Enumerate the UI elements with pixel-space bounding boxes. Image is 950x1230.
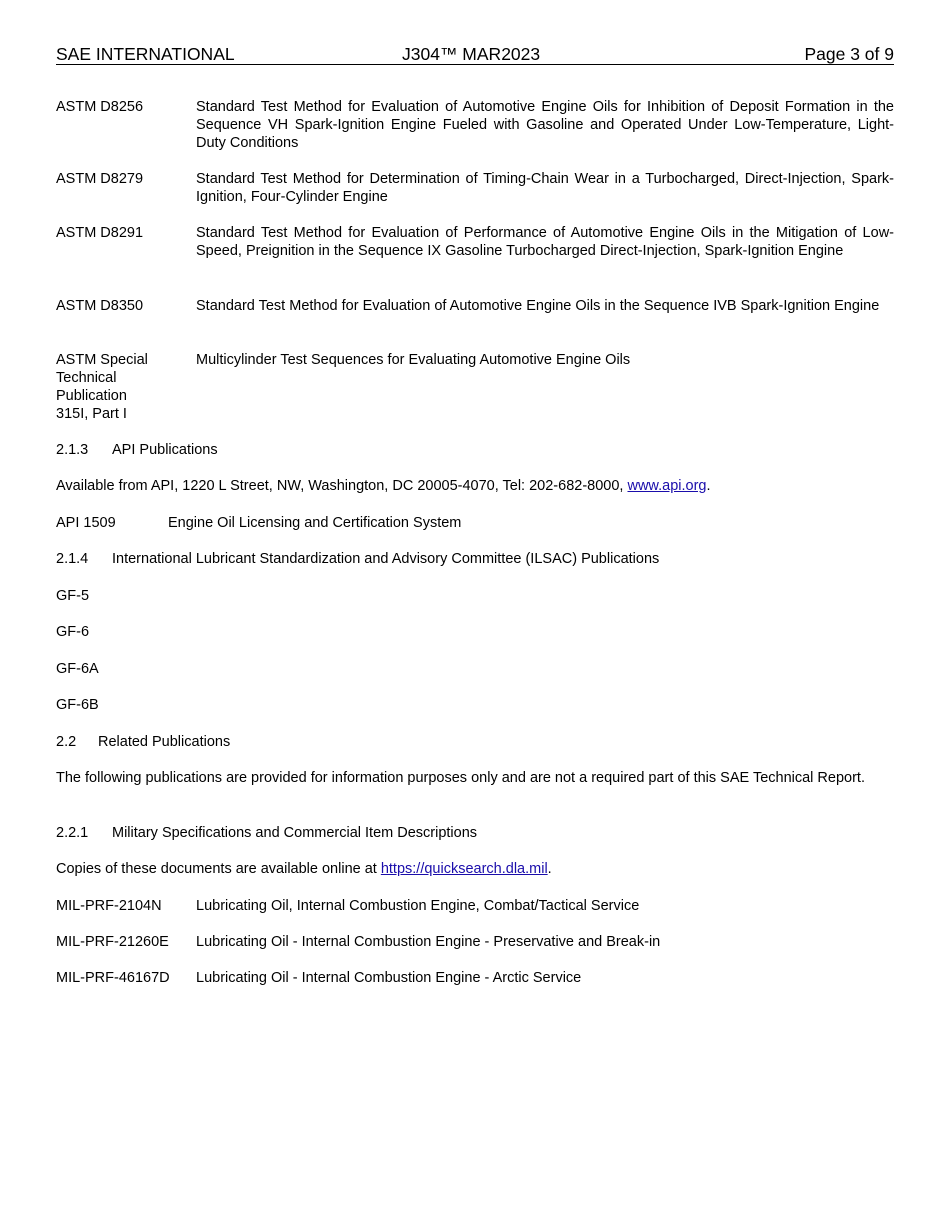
reference-code: API 1509 bbox=[56, 515, 116, 531]
reference-title: Standard Test Method for Evaluation of Automotive Engine Oils for Inhibition of Deposit Formation in the Sequence VH Spark-Ignition Engine Fueled with Gasoline and Operated Under Low-Temperature, Light-Duty Conditions bbox=[196, 99, 894, 151]
section-number: 2.1.4 bbox=[56, 551, 89, 567]
section-number: 2.2 bbox=[56, 734, 77, 750]
code-line: ASTM Special bbox=[56, 352, 148, 368]
reference-title: Engine Oil Licensing and Certification System bbox=[168, 515, 462, 531]
section-title: International Lubricant Standardization and Advisory Committee (ILSAC) Publications bbox=[112, 551, 660, 567]
copies-availability-text bbox=[56, 860, 552, 878]
reference-code: MIL-PRF-21260E bbox=[56, 934, 169, 950]
page-header bbox=[56, 44, 894, 65]
section-heading-2-2 bbox=[56, 733, 230, 751]
code-line: Technical bbox=[56, 370, 117, 386]
reference-title: Standard Test Method for Determination of Timing-Chain Wear in a Turbocharged, Direct-Injection, Spark-Ignition, Four-Cylinder Engine bbox=[196, 171, 894, 205]
ilsac-item: GF-5 bbox=[56, 588, 90, 604]
sentence-end: . bbox=[706, 478, 711, 494]
sentence-end: . bbox=[547, 861, 552, 877]
related-publications-paragraph: The following publications are provided for information purposes only and are not a required part of this SAE Technical Report. bbox=[56, 770, 865, 786]
api-website-link[interactable]: www.api.org bbox=[627, 478, 707, 494]
reference-title: Multicylinder Test Sequences for Evaluating Automotive Engine Oils bbox=[196, 352, 631, 368]
section-number: 2.2.1 bbox=[56, 825, 89, 841]
section-heading-2-1-4 bbox=[56, 550, 659, 568]
reference-code: ASTM D8291 bbox=[56, 225, 144, 241]
reference-code: ASTM D8279 bbox=[56, 171, 144, 187]
availability-text: Available from API, 1220 L Street, NW, Washington, DC 20005-4070, Tel: 202-682-8000, bbox=[56, 478, 628, 494]
availability-text: Copies of these documents are available online at bbox=[56, 861, 381, 877]
reference-code: MIL-PRF-2104N bbox=[56, 898, 162, 914]
reference-title: Lubricating Oil - Internal Combustion Engine - Preservative and Break-in bbox=[196, 934, 661, 950]
header-doc-id: J304™ MAR2023 bbox=[402, 44, 541, 64]
reference-title: Standard Test Method for Evaluation of Automotive Engine Oils in the Sequence IVB Spark-Ignition Engine bbox=[196, 298, 880, 314]
ilsac-item: GF-6 bbox=[56, 624, 90, 640]
reference-title: Standard Test Method for Evaluation of Performance of Automotive Engine Oils in the Mitigation of Low-Speed, Preignition in the Sequence IX Gasoline Turbocharged Direct-Injection, Spark-Ignition Engine bbox=[196, 225, 894, 259]
section-title: API Publications bbox=[112, 442, 218, 458]
ilsac-item: GF-6B bbox=[56, 697, 99, 713]
api-availability-text bbox=[56, 477, 711, 495]
ilsac-item: GF-6A bbox=[56, 661, 99, 677]
section-heading-2-2-1 bbox=[56, 824, 477, 842]
quicksearch-link[interactable]: https://quicksearch.dla.mil bbox=[380, 861, 548, 877]
header-page-number: Page 3 of 9 bbox=[804, 44, 894, 64]
code-line: Publication bbox=[56, 388, 127, 404]
section-title: Related Publications bbox=[98, 734, 231, 750]
reference-code: ASTM D8350 bbox=[56, 298, 144, 314]
code-line: 315I, Part I bbox=[56, 406, 127, 422]
reference-title: Lubricating Oil, Internal Combustion Engine, Combat/Tactical Service bbox=[196, 898, 640, 914]
section-title: Military Specifications and Commercial Item Descriptions bbox=[112, 825, 478, 841]
reference-title: Lubricating Oil - Internal Combustion Engine - Arctic Service bbox=[196, 970, 582, 986]
section-heading-2-1-3 bbox=[56, 441, 218, 459]
header-org: SAE INTERNATIONAL bbox=[56, 44, 235, 64]
reference-code bbox=[56, 351, 191, 423]
reference-code: MIL-PRF-46167D bbox=[56, 970, 170, 986]
section-number: 2.1.3 bbox=[56, 442, 89, 458]
reference-code: ASTM D8256 bbox=[56, 99, 144, 115]
